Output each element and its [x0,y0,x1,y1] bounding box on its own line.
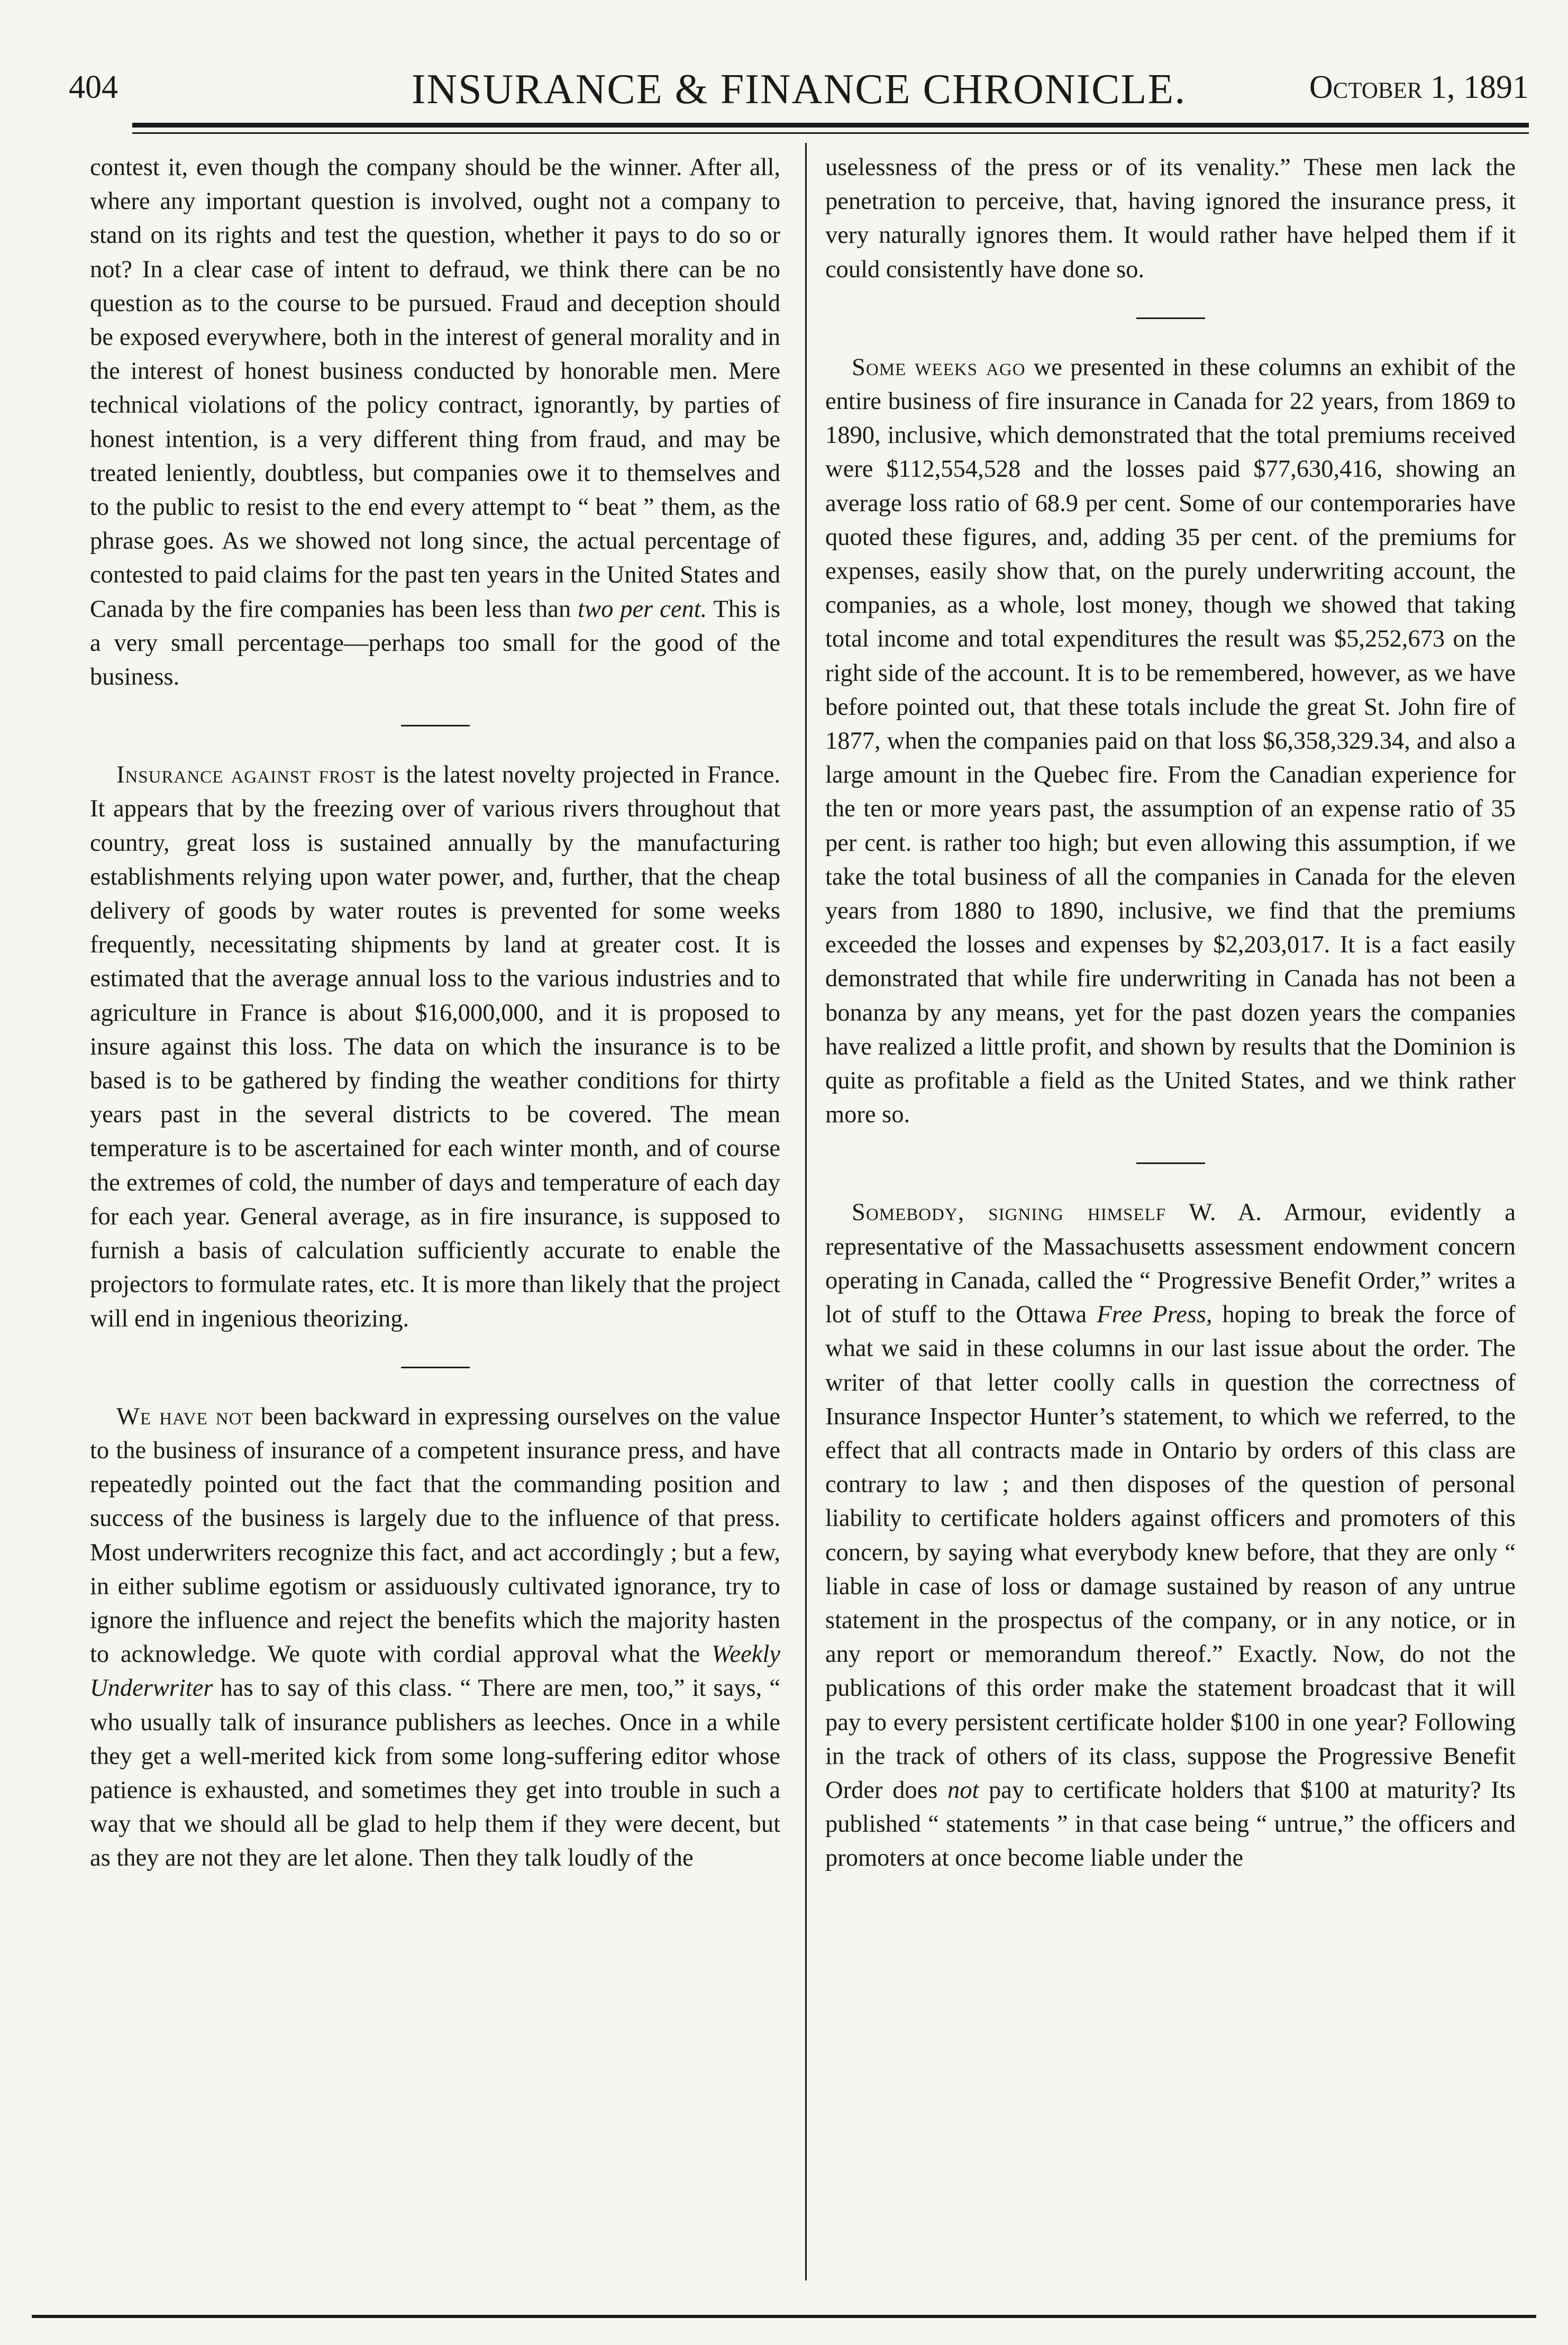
header-rule [132,123,1529,128]
left-column [90,151,780,1876]
article-text: hoping to break the force of what we said in these columns in our last issue about the order. The writer of that letter coolly calls in question the correctness of Insurance Inspector Hunter’s statement, to which we referred, to the effect that all contracts made in Ontario by orders of this class are contrary to law ; and then disposes of the question of personal liability to certificate holders against officers and promoters of this concern, by saying what everybody knew before, that they are only “ liable in case of loss or damage sustained by reason of any untrue statement in the prospectus of the company, or in any notice, or in any report or memorandum thereof.” Exactly. Now, do not the publications of this order make the statement broadcast that it will pay to every persistent certificate holder $100 in one year? Following in the track of others of its class, suppose the Progressive Benefit Order does [825,1301,1516,1804]
section-separator [1136,1162,1205,1164]
header-rule-thin [132,132,1529,134]
article-contest-continued [90,151,780,694]
issue-date: October 1, 1891 [1309,69,1529,105]
page-number: 404 [69,69,118,105]
section-separator [401,1367,470,1368]
column-divider [805,143,807,2280]
article-text: been backward in expressing ourselves on the value to the business of insurance of a competent insurance press, and have repeatedly pointed out the fact that the commanding position and success of the business is largely due to the influence of that press. Most underwriters recognize this fact, and act accordingly ; but a few, in either sublime egotism or assiduously cultivated ignorance, try to ignore the influence and reject the benefits which the majority hasten to acknowledge. We quote with cordial approval what the [90,1403,780,1668]
article-text: contest it, even though the company should be the winner. After all, where any important question is involved, ought not a company to stand on its rights and test the question, whether it pays to do so or not? In a clear case of intent to defraud, we think there can be no question as to the course to be pursued. Fraud and deception should be exposed everywhere, both in the interest of general morality and in the interest of honest business conducted by honorable men. Mere technical violations of the policy contract, ignorantly, by parties of honest intention, is a very different thing from fraud, and may be treated leniently, doubtless, but companies owe it to themselves and to the public to resist to the end every attempt to “ beat ” them, as the phrase goes. As we showed not long since, the actual percentage of contested to paid claims for the past ten years in the United States and Canada by the fire companies has been less than [90,154,780,623]
article-text: is the latest novelty projected in France. It appears that by the freezing over of various rivers throughout that country, great loss is sustained annually by the manufacturing establishments relying upon water power, and, further, that the cheap delivery of goods by water routes is prevented for some weeks frequently, necessitating shipments by land at greater cost. It is estimated that the average annual loss to the various industries and to agriculture in France is about $16,000,000, and it is proposed to insure against this loss. The data on which the insurance is to be based is to be gathered by finding the weather conditions for thirty years past in the several districts to be covered. The mean temperature is to be ascertained for each winter month, and of course the extremes of cold, the number of days and temperature of each day for each year. General average, as in fire insurance, is supposed to furnish a basis of calculation sufficiently accurate to enable the projectors to formulate rates, etc. It is more than likely that the project will end in ingenious theorizing. [90,761,780,1332]
page-header [69,66,1529,127]
publication-name: Free Press, [1097,1301,1213,1329]
article-canada-fire-business [825,351,1516,1132]
article-frost-insurance [90,758,780,1335]
emphasis: not [947,1776,979,1804]
article-text: This is a very small percentage—perhaps too small for the good of the business. [90,595,780,691]
section-separator [401,725,470,726]
article-text: we presented in these columns an exhibit of the entire business of fire insurance in Canada for 22 years, from 1869 to 1890, inclusive, which demonstrated that the total premiums received were $112,554,528 and the losses paid $77,630,416, showing an average loss ratio of 68.9 per cent. Some of our contemporaries have quoted these figures, and, adding 35 per cent. of the premiums for expenses, easily show that, on the purely underwriting account, the companies, as a whole, lost money, though we showed that taking total income and total expenditures the result was $5,252,673 on the right side of the account. It is to be remembered, however, as we have before pointed out, that these totals include the great St. John fire of 1877, when the companies paid on that loss $6,358,329.34, and also a large amount in the Quebec fire. From the Canadian experience for the ten or more years past, the assumption of an expense ratio of 35 per cent. is rather too high; but even allowing this assumption, if we take the total business of all the companies in Canada for the eleven years from 1880 to 1890, inclusive, we find that the premiums exceeded the losses and expenses by $2,203,017. It is a fact easily demonstrated that while fire underwriting in Canada has not been a bonanza by any means, yet for the past dozen years the companies have realized a little profit, and shown by results that the Dominion is quite as profitable a field as the United States, and we think rather more so. [825,353,1516,1129]
article-text: pay to certificate holders that $100 at maturity? Its published “ statements ” in that case being “ untrue,” the officers and promoters at once become liable under the [825,1776,1516,1872]
article-text: uselessness of the press or of its venality.” These men lack the penetration to perceive, that, having ignored the insurance press, it very naturally ignores them. It would rather have helped them if it could consistently have done so. [825,154,1516,283]
article-lead-in: Somebody, signing himself [852,1199,1166,1226]
publication-name: Weekly Underwriter [90,1641,780,1702]
article-lead-in: Some weeks ago [852,353,1026,381]
emphasis: two per cent. [578,595,707,623]
article-text: W. A. Armour, evidently a representative of the Massachusetts assessment endowment concern operating in Canada, called the “ Progressive Benefit Order,” writes a lot of stuff to the Ottawa [825,1199,1516,1329]
article-progressive-benefit-order [825,1196,1516,1875]
journal-title: INSURANCE & FINANCE CHRONICLE. [411,66,1187,113]
article-insurance-press-continued [825,151,1516,287]
right-column [825,151,1516,1876]
footer-rule [32,2315,1536,2318]
article-lead-in: Insurance against frost [116,761,376,789]
article-insurance-press [90,1400,780,1876]
section-separator [1136,317,1205,319]
article-lead-in: We have not [116,1403,253,1430]
article-text: has to say of this class. “ There are men, too,” it says, “ who usually talk of insurance publishers as leeches. Once in a while they get a well-merited kick from some long-suffering editor whose patience is exhausted, and sometimes they get into trouble in such a way that we should all be glad to help them if they were decent, but as they are not they are let alone. Then they talk loudly of the [90,1675,780,1872]
